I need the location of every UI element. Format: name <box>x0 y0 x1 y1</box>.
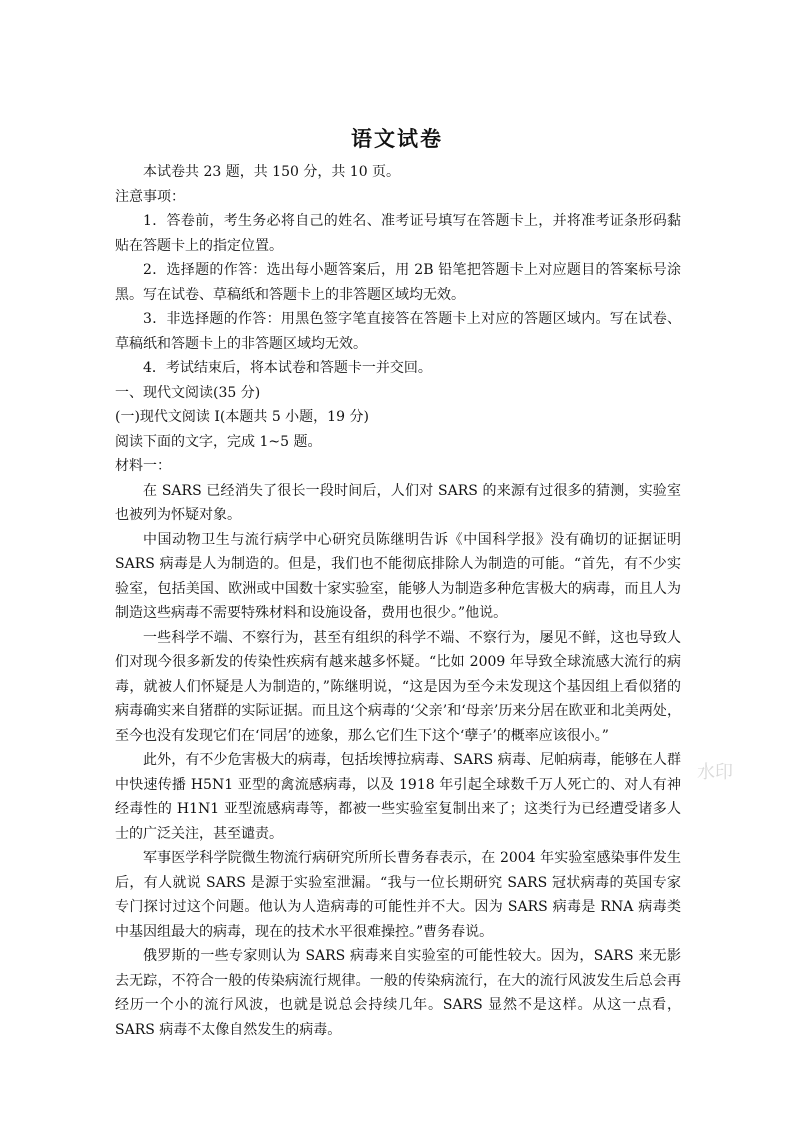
note-item-4: 4．考试结束后，将本试卷和答题卡一并交回。 <box>143 360 432 376</box>
paragraph: 一些科学不端、不察行为，甚至有组织的科学不端、不察行为，屡见不鲜，这也导致人们对现今很多新发的传染性疾病有越来越多怀疑。“比如 2009 年导致全球流感大流行的病毒，就被人们怀疑是人为制造的，”陈继明说，“这是因为至今未发现这个基因组上看似猪的病毒确实来自猪群的实际证据。而且这个病毒的‘父亲’和‘母亲’历来分居在欧亚和北美两处，至今也没有发现它们在‘同居’的迹象，那么它们生下这个‘孽子’的概率应该很小。” <box>115 629 681 744</box>
note-item-3: 3．非选择题的作答：用黑色签字笔直接答在答题卡上对应的答题区域内。写在试卷、草稿纸和答题卡上的非答题区域均无效。 <box>115 311 681 352</box>
paragraph: 军事医学科学院微生物流行病研究所所长曹务春表示，在 2004 年实验室感染事件发生后，有人就说 SARS 是源于实验室泄漏。“我与一位长期研究 SARS 冠状病毒的英国专家专门探讨过这个问题。他认为人造病毒的可能性并不大。因为 SARS 病毒是 RNA 病毒类中基因组最大的病毒，现在的技术水平很难操控。”曹务春说。 <box>115 850 681 940</box>
paragraph: 中国动物卫生与流行病学中心研究员陈继明告诉《中国科学报》没有确切的证据证明 SARS 病毒是人为制造的。但是，我们也不能彻底排除人为制造的可能。“首先，有不少实验室，包括美国、欧洲或中国数十家实验室，能够人为制造多种危害极大的病毒，而且人为制造这些病毒不需要特殊材料和设施设备，费用也很少。”他说。 <box>115 531 681 621</box>
note-item-2: 2．选择题的作答：选出每小题答案后，用 2B 铅笔把答题卡上对应题目的答案标号涂黑。写在试卷、草稿纸和答题卡上的非答题区域均无效。 <box>115 262 681 303</box>
note-item-1: 1．答卷前，考生务必将自己的姓名、准考证号填写在答题卡上，并将准考证条形码黏贴在答题卡上的指定位置。 <box>115 213 681 254</box>
paragraph: 在 SARS 已经消失了很长一段时间后，人们对 SARS 的来源有过很多的猜测，实验室也被列为怀疑对象。 <box>115 482 681 523</box>
document-body <box>115 160 681 1042</box>
material-label: 材料一： <box>115 458 171 474</box>
intro-text: 本试卷共 23 题，共 150 分，共 10 页。 <box>143 164 401 180</box>
reading-instruction: 阅读下面的文字，完成 1~5 题。 <box>115 433 322 450</box>
watermark: 水印 <box>697 762 733 783</box>
notes-heading: 注意事项： <box>115 188 185 205</box>
paragraph: 此外，有不少危害极大的病毒，包括埃博拉病毒、SARS 病毒、尼帕病毒，能够在人群中快速传播 H5N1 亚型的禽流感病毒，以及 1918 年引起全球数千万人死亡的、对人有神经毒性的 H1N1 亚型流感病毒等，都被一些实验室复制出来了；这类行为已经遭受诸多人士的广泛关注，甚至谴责。 <box>115 752 681 842</box>
subsection-heading: (一)现代文阅读 I(本题共 5 小题，19 分) <box>115 409 369 425</box>
paragraph: 俄罗斯的一些专家则认为 SARS 病毒来自实验室的可能性较大。因为，SARS 来无影去无踪，不符合一般的传染病流行规律。一般的传染病流行，在大的流行风波发生后总会再经历一个小的流行风波，也就是说总会持续几年。SARS 显然不是这样。从这一点看，SARS 病毒不太像自然发生的病毒。 <box>115 948 681 1038</box>
section-heading: 一、现代文阅读(35 分) <box>115 384 261 401</box>
page-title: 语文试卷 <box>351 126 443 151</box>
